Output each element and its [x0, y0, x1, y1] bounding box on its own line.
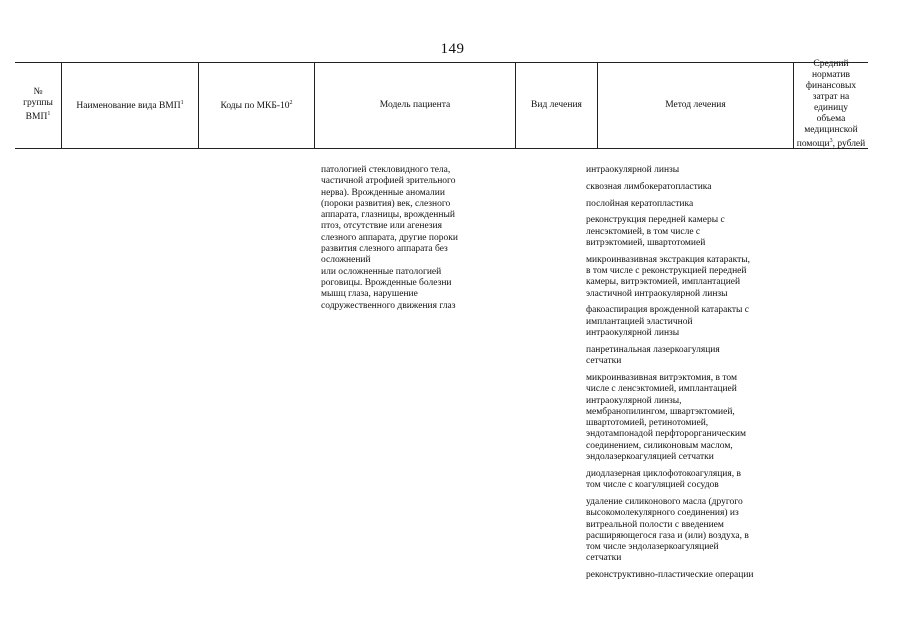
header-patient-model-text: Модель пациента	[379, 99, 451, 110]
header-cost-norm	[793, 59, 868, 150]
header-icd-codes	[198, 62, 314, 148]
header-cost-line: объема	[816, 114, 846, 125]
treatment-method-item	[586, 199, 786, 210]
header-treatment-method	[597, 62, 793, 148]
treatment-method-line: микроинвазивная витрэктомия, в том	[586, 372, 737, 383]
treatment-method-item	[586, 570, 786, 581]
treatment-method-line: сетчатки	[586, 356, 622, 367]
treatment-method-line: камеры, витрэктомией, имплантацией	[586, 277, 741, 288]
footnote-marker: 2	[289, 99, 293, 106]
patient-model-line: патологией стекловидного тела,	[321, 165, 451, 175]
header-cost-line: финансовых	[805, 81, 857, 92]
treatment-method-line: соединением, силиконовым маслом,	[586, 440, 733, 451]
treatment-method-line: микроинвазивная экстракция катаракты,	[586, 254, 751, 265]
header-treatment-type	[515, 62, 597, 148]
treatment-method-line: имплантацией эластичной	[586, 316, 693, 327]
treatment-method-line: том числе с коагуляцией сосудов	[586, 480, 719, 491]
treatment-method-line: факоаспирация врожденной катаракты с	[586, 305, 749, 316]
treatment-method-line: эндолазеркоагуляцией сетчатки	[586, 452, 714, 463]
treatment-method-item	[586, 215, 786, 249]
treatment-method-cell	[586, 165, 786, 587]
patient-model-line: слезного аппарата, другие пороки	[321, 232, 458, 243]
treatment-method-line: сквозная лимбокератопластика	[586, 181, 712, 192]
header-treatment-type-text: Вид лечения	[531, 99, 582, 110]
treatment-method-line: интраокулярной линзы	[586, 328, 680, 339]
table-header	[15, 59, 868, 150]
header-vmp-name	[61, 62, 198, 148]
patient-model-line: мышц глаза, нарушение	[321, 289, 418, 300]
treatment-method-line: в том числе с реконструкцией передней	[586, 266, 747, 277]
treatment-method-line: удаление силиконового масла (другого	[586, 496, 743, 507]
treatment-method-line: интраокулярной линзы	[586, 165, 680, 175]
patient-model-cell	[321, 165, 496, 312]
patient-model-line: роговицы. Врожденные болезни	[321, 277, 452, 288]
treatment-method-line: витрэктомией, швартотомией	[586, 237, 706, 248]
treatment-method-line: реконструктивно-пластические операции	[586, 570, 754, 581]
treatment-method-line: числе с ленсэктомией, имплантацией	[586, 384, 737, 395]
treatment-method-line: эндотампонадой перфторорганическим	[586, 429, 746, 440]
treatment-method-line: ленсэктомией, в том числе с	[586, 226, 701, 237]
treatment-method-line: витреальной полости с введением	[586, 519, 724, 530]
patient-model-line: развития слезного аппарата без	[321, 244, 448, 255]
treatment-method-item	[586, 165, 786, 176]
treatment-method-item	[586, 182, 786, 193]
header-cost-line: затрат на единицу	[812, 92, 850, 114]
footnote-marker: 1	[47, 110, 51, 117]
header-patient-model	[314, 62, 515, 148]
treatment-method-line: панретинальная лазеркоагуляция	[586, 344, 720, 355]
treatment-method-line: диодлазерная циклофотокоагуляция, в	[586, 468, 741, 479]
treatment-method-line: швартотомией, ретинотомией,	[586, 418, 709, 429]
patient-model-line: нерва). Врожденные аномалии	[321, 187, 445, 198]
header-cost-line: помощи	[796, 139, 830, 150]
treatment-method-line: интраокулярной линзы,	[586, 395, 682, 406]
header-group-number-line: группы	[23, 97, 53, 108]
treatment-method-item	[586, 305, 786, 339]
treatment-method-line: послойная кератопластика	[586, 198, 694, 209]
patient-model-line: или осложненные патологией	[321, 266, 442, 277]
page-number: 149	[440, 41, 465, 57]
patient-model-line: птоз, отсутствие или агенезия	[321, 221, 443, 232]
header-group-number	[15, 62, 61, 148]
treatment-method-item	[586, 345, 786, 368]
patient-model-line: частичной атрофией зрительного	[321, 176, 456, 187]
patient-model-line: аппарата, глазницы, врожденный	[321, 210, 455, 221]
header-treatment-method-text: Метод лечения	[665, 99, 726, 110]
treatment-method-item	[586, 373, 786, 463]
header-cost-line: , рублей	[832, 139, 866, 150]
header-icd-codes-text: Коды по МКБ-10	[220, 101, 290, 112]
treatment-method-item	[586, 255, 786, 300]
treatment-method-line: том числе эндолазеркоагуляцией	[586, 542, 719, 553]
patient-model-line: содружественного движения глаз	[321, 300, 456, 311]
header-group-number-line: ВМП	[25, 112, 48, 123]
header-vmp-name-text: Наименование вида ВМП	[76, 101, 181, 112]
footnote-marker: 3	[829, 138, 833, 145]
treatment-method-line: высокомолекулярного соединения) из	[586, 508, 739, 519]
patient-model-line: (пороки развития) век, слезного	[321, 198, 451, 209]
treatment-method-line: сетчатки	[586, 553, 622, 564]
header-cost-line: медицинской	[804, 125, 858, 136]
patient-model-line: осложнений	[321, 255, 371, 266]
header-cost-line: Средний	[813, 59, 849, 70]
treatment-method-line: мембранопилингом, швартэктомией,	[586, 406, 735, 417]
treatment-method-item	[586, 469, 786, 492]
header-cost-line: норматив	[811, 70, 851, 81]
treatment-method-line: реконструкция передней камеры с	[586, 215, 725, 226]
footnote-marker: 1	[180, 99, 184, 106]
treatment-method-item	[586, 497, 786, 565]
treatment-method-line: эластичной интраокулярной линзы	[586, 288, 728, 299]
header-bottom-rule	[15, 148, 868, 149]
treatment-method-line: расширяющегося газа и (или) воздуха, в	[586, 530, 749, 541]
header-group-number-line: №	[33, 86, 43, 97]
